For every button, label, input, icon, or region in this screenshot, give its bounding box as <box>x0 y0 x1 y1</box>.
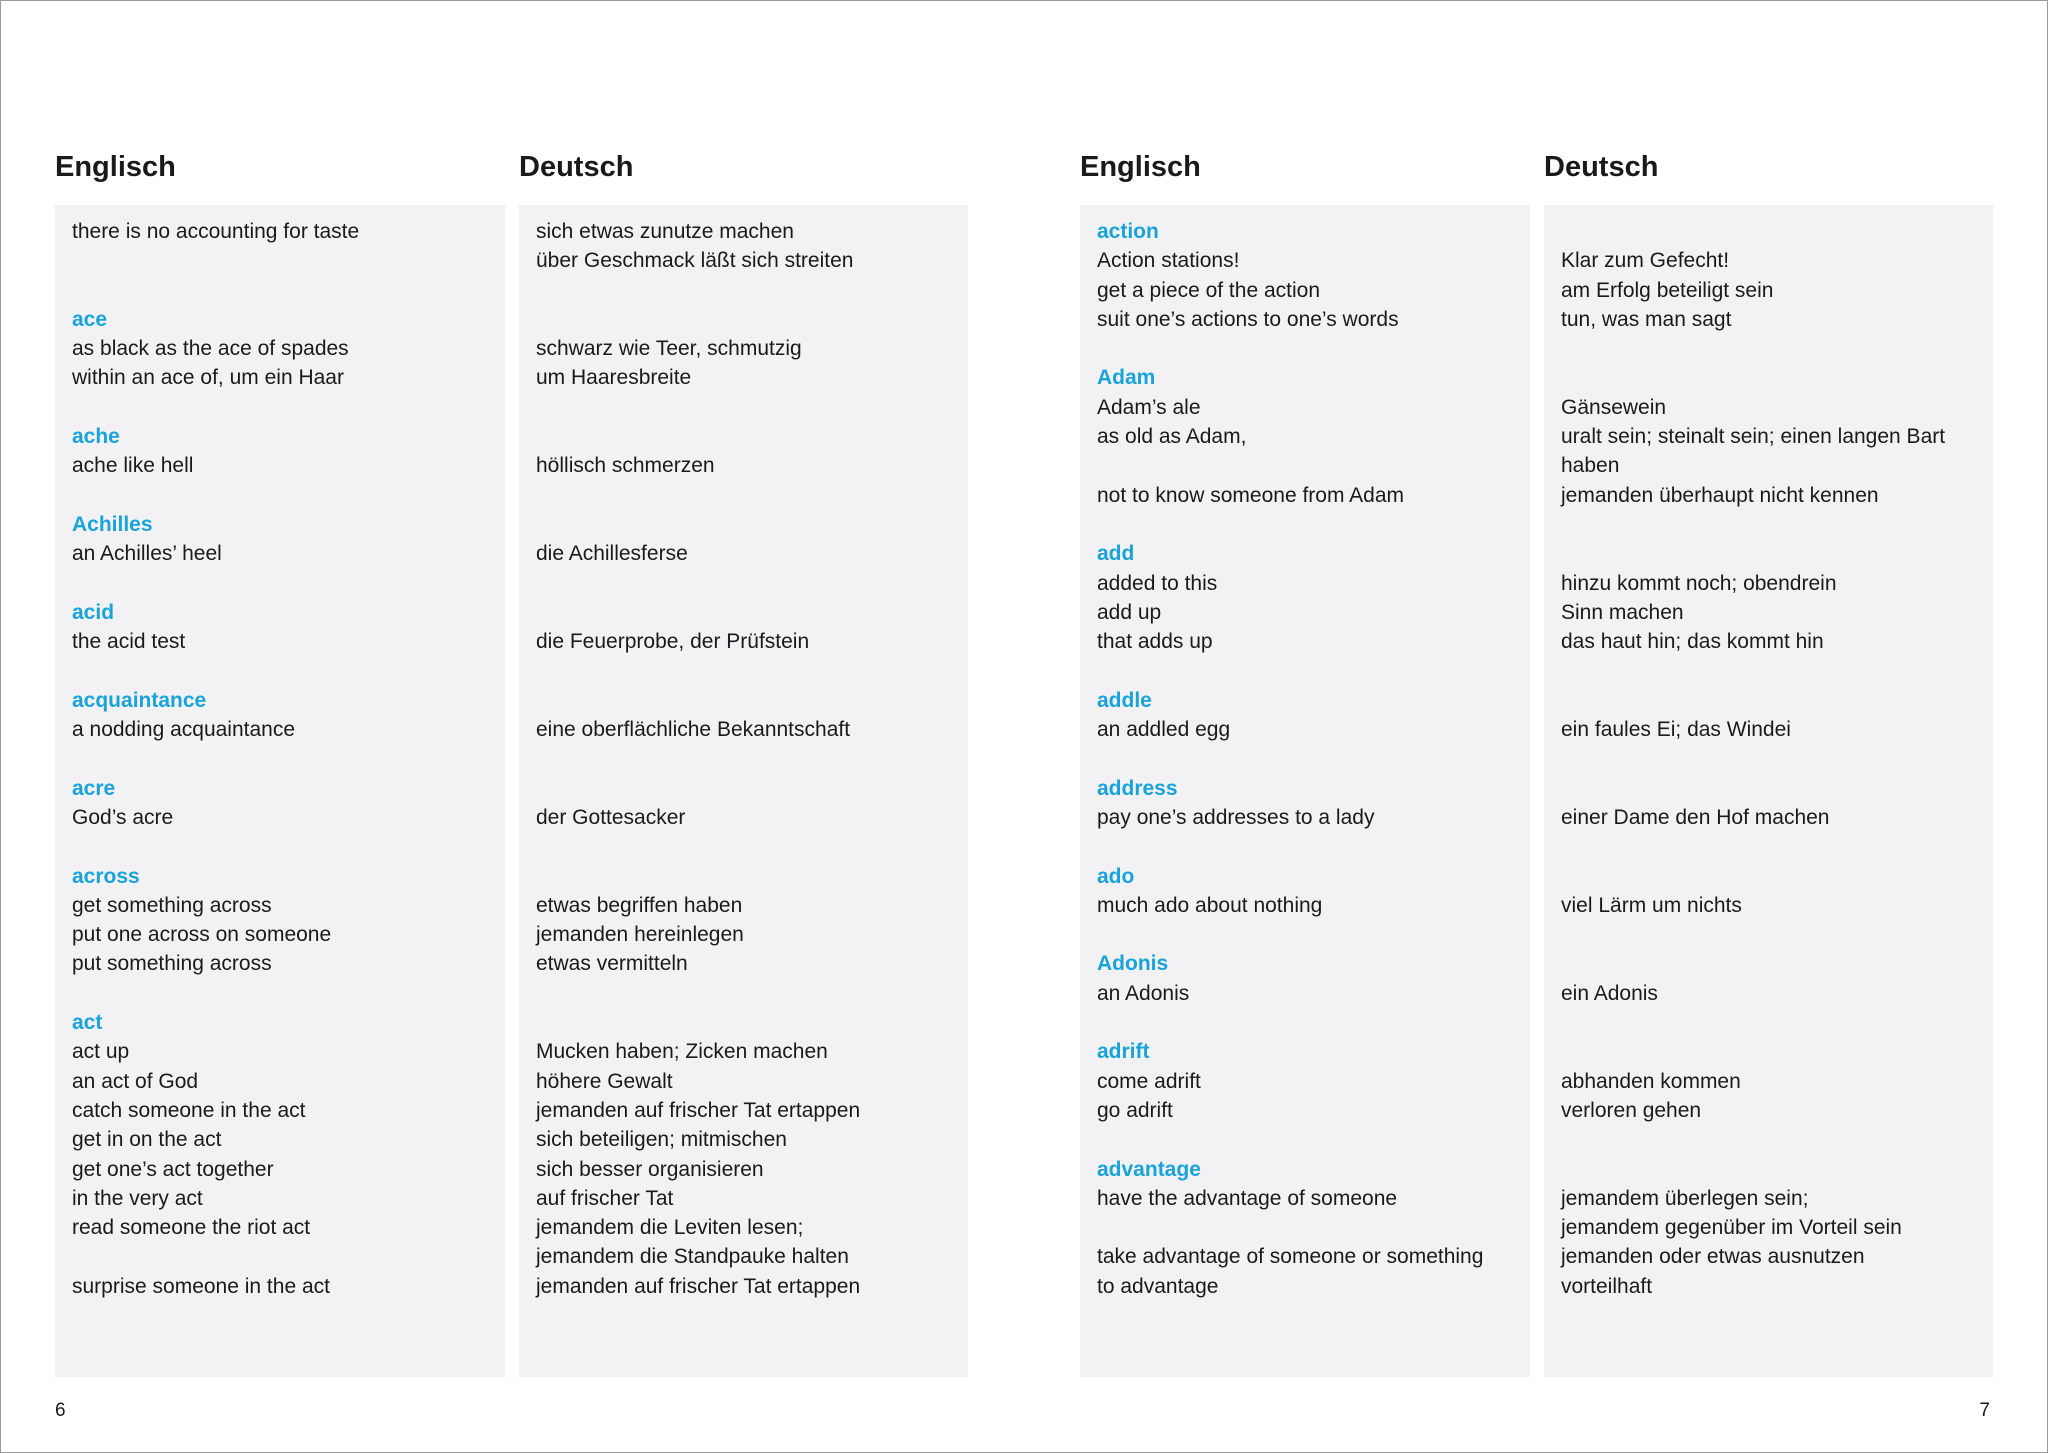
english-phrase: get in on the act <box>72 1128 222 1152</box>
english-phrase: God’s acre <box>72 805 174 829</box>
english-phrase: the acid test <box>72 630 186 654</box>
german-phrase: eine oberflächliche Bekanntschaft <box>536 718 851 742</box>
spacer <box>1097 656 1513 685</box>
spacer <box>72 481 488 510</box>
spacer <box>536 979 951 1008</box>
spacer <box>1097 920 1513 949</box>
spacer <box>1097 832 1513 861</box>
english-phrase: Action stations! <box>1097 249 1240 273</box>
spacer <box>1561 510 1976 539</box>
german-phrase: etwas vermitteln <box>536 952 688 976</box>
headword: addle <box>1097 688 1152 712</box>
german-phrase: am Erfolg beteiligt sein <box>1561 278 1774 302</box>
headword: acid <box>72 600 115 624</box>
german-phrase: über Geschmack läßt sich streiten <box>536 249 854 273</box>
headword: action <box>1097 220 1159 243</box>
english-phrase: much ado about nothing <box>1097 893 1323 917</box>
spacer <box>72 832 488 861</box>
german-phrase: Klar zum Gefecht! <box>1561 249 1730 273</box>
german-phrase: tun, was man sagt <box>1561 307 1732 331</box>
spacer <box>72 246 488 275</box>
spacer <box>1561 1008 1976 1037</box>
spacer <box>72 393 488 422</box>
spacer <box>1097 334 1513 363</box>
english-phrase: that adds up <box>1097 630 1213 654</box>
column-header-english-left: Englisch <box>55 151 176 183</box>
german-phrase: sich besser organisieren <box>536 1157 764 1181</box>
german-phrase: vorteilhaft <box>1561 1274 1653 1298</box>
english-phrase: an Adonis <box>1097 981 1190 1005</box>
page-number-left: 6 <box>55 1400 66 1421</box>
english-phrase: suit one’s actions to one’s words <box>1097 307 1399 331</box>
spacer <box>1561 539 1976 568</box>
german-phrase: jemandem überlegen sein; <box>1561 1186 1809 1210</box>
german-phrase: Mucken haben; Zicken machen <box>536 1040 828 1064</box>
spacer <box>536 276 951 305</box>
german-phrase: um Haaresbreite <box>536 366 692 390</box>
german-phrase: etwas begriffen haben <box>536 893 743 917</box>
english-phrase: as black as the ace of spades <box>72 337 349 361</box>
spacer <box>1561 217 1976 246</box>
spacer <box>1561 686 1976 715</box>
german-column-left <box>519 205 968 1377</box>
spacer <box>1561 949 1976 978</box>
english-phrase: to advantage <box>1097 1274 1219 1298</box>
headword: adrift <box>1097 1040 1150 1064</box>
headword: act <box>72 1011 103 1035</box>
spacer <box>1097 1125 1513 1154</box>
spacer <box>536 862 951 891</box>
english-phrase: read someone the riot act <box>72 1216 311 1240</box>
english-column-left <box>55 205 505 1377</box>
headword: ado <box>1097 864 1135 888</box>
english-phrase: ache like hell <box>72 454 194 478</box>
german-phrase: höhere Gewalt <box>536 1069 673 1093</box>
headword: ache <box>72 425 120 449</box>
english-phrase: surprise someone in the act <box>72 1274 330 1298</box>
german-phrase: der Gottesacker <box>536 805 686 829</box>
english-phrase: an addled egg <box>1097 718 1231 742</box>
english-phrase: as old as Adam, <box>1097 425 1247 449</box>
spacer <box>1097 744 1513 773</box>
spacer <box>72 979 488 1008</box>
english-phrase: an Achilles’ heel <box>72 542 222 566</box>
english-phrase: within an ace of, um ein Haar <box>72 366 344 390</box>
german-phrase: jemandem die Standpauke halten <box>536 1245 849 1269</box>
english-column-right <box>1080 205 1530 1377</box>
german-phrase: ein Adonis <box>1561 981 1658 1005</box>
german-phrase: jemanden auf frischer Tat ertappen <box>536 1274 861 1298</box>
spacer <box>536 832 951 861</box>
spacer <box>1561 1125 1976 1154</box>
spacer <box>536 510 951 539</box>
spacer <box>536 598 951 627</box>
english-phrase: put something across <box>72 952 272 976</box>
german-phrase: auf frischer Tat <box>536 1186 674 1210</box>
spacer <box>1561 1037 1976 1066</box>
column-header-german-left: Deutsch <box>519 151 634 183</box>
english-phrase: put one across on someone <box>72 923 332 947</box>
spacer <box>536 656 951 685</box>
german-phrase: jemanden überhaupt nicht kennen <box>1561 483 1879 507</box>
spacer <box>536 305 951 334</box>
english-phrase: an act of God <box>72 1069 199 1093</box>
headword: address <box>1097 776 1178 800</box>
headword: Adam <box>1097 366 1156 390</box>
german-phrase: schwarz wie Teer, schmutzig <box>536 337 802 361</box>
german-phrase: sich beteiligen; mitmischen <box>536 1128 787 1152</box>
english-phrase: added to this <box>1097 571 1218 595</box>
spacer <box>536 422 951 451</box>
english-phrase: pay one’s addresses to a lady <box>1097 805 1375 829</box>
english-phrase: add up <box>1097 600 1162 624</box>
spacer <box>72 569 488 598</box>
german-phrase: jemanden auf frischer Tat ertappen <box>536 1098 861 1122</box>
english-phrase: have the advantage of someone <box>1097 1186 1398 1210</box>
english-phrase: not to know someone from Adam <box>1097 483 1404 507</box>
german-column-right <box>1544 205 1993 1377</box>
spacer <box>1561 334 1976 363</box>
german-phrase: Gänsewein <box>1561 395 1667 419</box>
german-phrase: die Achillesferse <box>536 542 688 566</box>
english-phrase: get one’s act together <box>72 1157 274 1181</box>
headword: ace <box>72 307 108 331</box>
spacer <box>1097 510 1513 539</box>
column-header-german-right: Deutsch <box>1544 151 1659 183</box>
german-phrase: haben <box>1561 454 1620 478</box>
spacer <box>1561 832 1976 861</box>
headword: acquaintance <box>72 688 207 712</box>
german-phrase: viel Lärm um nichts <box>1561 893 1742 917</box>
headword: acre <box>72 776 116 800</box>
headword: Achilles <box>72 512 153 536</box>
german-phrase: verloren gehen <box>1561 1098 1702 1122</box>
spacer <box>1561 744 1976 773</box>
spacer <box>1561 862 1976 891</box>
german-phrase: jemanden oder etwas ausnutzen <box>1561 1245 1865 1269</box>
spacer <box>72 276 488 305</box>
english-phrase: there is no accounting for taste <box>72 220 360 243</box>
english-phrase: get a piece of the action <box>1097 278 1320 302</box>
spacer <box>72 1242 488 1271</box>
german-phrase: jemanden hereinlegen <box>536 923 744 947</box>
headword: advantage <box>1097 1157 1201 1181</box>
spacer <box>536 774 951 803</box>
spacer <box>1561 774 1976 803</box>
german-phrase: uralt sein; steinalt sein; einen langen Bart <box>1561 425 1946 449</box>
headword: Adonis <box>1097 952 1169 976</box>
german-phrase: das haut hin; das kommt hin <box>1561 630 1824 654</box>
german-phrase: jemandem gegenüber im Vorteil sein <box>1561 1216 1902 1240</box>
spacer <box>536 393 951 422</box>
headword: add <box>1097 542 1135 566</box>
spacer <box>1561 1155 1976 1184</box>
german-phrase: abhanden kommen <box>1561 1069 1741 1093</box>
spacer <box>536 481 951 510</box>
spacer <box>1097 451 1513 480</box>
page-number-right: 7 <box>1979 1400 1990 1421</box>
spacer <box>536 1008 951 1037</box>
english-phrase: a nodding acquaintance <box>72 718 296 742</box>
english-phrase: take advantage of someone or something <box>1097 1245 1484 1269</box>
spacer <box>1561 656 1976 685</box>
english-phrase: go adrift <box>1097 1098 1173 1122</box>
english-phrase: Adam’s ale <box>1097 395 1201 419</box>
spacer <box>536 744 951 773</box>
spacer <box>72 656 488 685</box>
column-header-english-right: Englisch <box>1080 151 1201 183</box>
english-phrase: come adrift <box>1097 1069 1201 1093</box>
german-phrase: sich etwas zunutze machen <box>536 220 794 243</box>
headword: across <box>72 864 140 888</box>
english-phrase: catch someone in the act <box>72 1098 306 1122</box>
german-phrase: jemandem die Leviten lesen; <box>536 1216 804 1240</box>
spacer <box>536 686 951 715</box>
spacer <box>536 569 951 598</box>
german-phrase: Sinn machen <box>1561 600 1684 624</box>
spacer <box>1561 920 1976 949</box>
english-phrase: in the very act <box>72 1186 203 1210</box>
english-phrase: get something across <box>72 893 272 917</box>
german-phrase: die Feuerprobe, der Prüfstein <box>536 630 810 654</box>
spacer <box>1097 1008 1513 1037</box>
spacer <box>1561 363 1976 392</box>
german-phrase: ein faules Ei; das Windei <box>1561 718 1791 742</box>
german-phrase: hinzu kommt noch; obendrein <box>1561 571 1837 595</box>
spacer <box>72 744 488 773</box>
german-phrase: höllisch schmerzen <box>536 454 715 478</box>
english-phrase: act up <box>72 1040 130 1064</box>
spacer <box>1097 1213 1513 1242</box>
german-phrase: einer Dame den Hof machen <box>1561 805 1830 829</box>
